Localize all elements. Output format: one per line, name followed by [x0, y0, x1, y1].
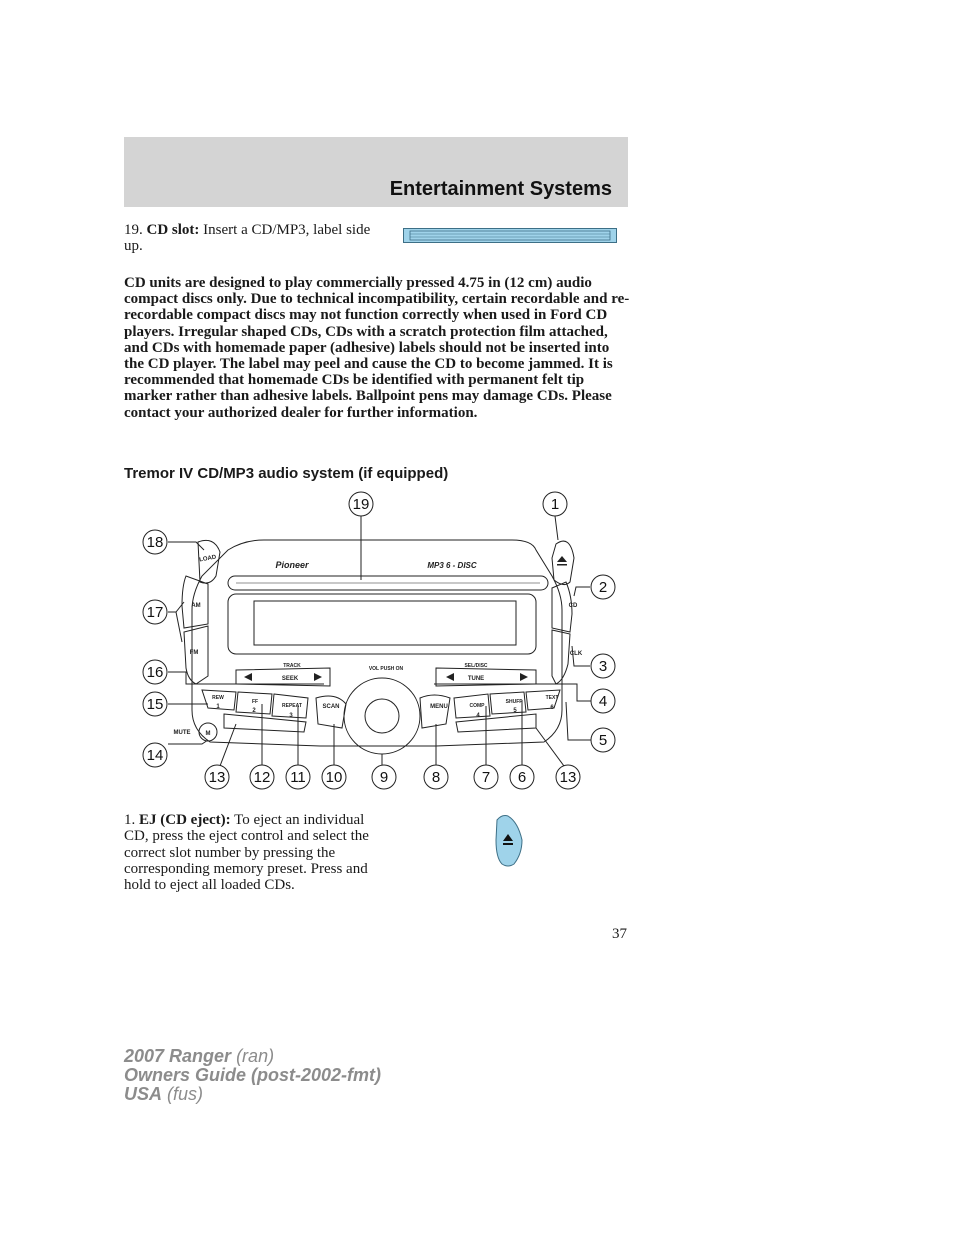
section-header-band — [124, 137, 628, 207]
brand-logo: Pioneer — [275, 560, 309, 570]
footer-line-1: 2007 Ranger (ran) — [124, 1046, 275, 1066]
callout-10: 10 — [325, 769, 343, 786]
ff-label: FF — [251, 699, 259, 705]
seek-label: SEEK — [281, 676, 299, 682]
am-button — [182, 576, 208, 628]
eject-icon — [557, 556, 567, 562]
item-text: Insert a CD/MP3, label side up. — [124, 222, 371, 255]
callout-4: 4 — [598, 693, 608, 710]
item-number: 1. — [124, 812, 136, 828]
callout-19: 19 — [352, 496, 370, 513]
track-label: TRACK — [283, 663, 301, 669]
callout-9: 9 — [379, 769, 389, 786]
lower-strip-left — [224, 714, 306, 732]
mute-label: MUTE — [173, 730, 191, 736]
footer-line-2: Owners Guide (post-2002-fmt) — [124, 1065, 382, 1085]
item-label: EJ (CD eject): — [139, 812, 231, 828]
document-footer — [124, 1047, 381, 1104]
tune-right-icon — [520, 673, 528, 681]
seek-right-icon — [314, 673, 322, 681]
vol-label: VOL PUSH ON — [368, 666, 404, 672]
cd-warning-text: CD units are designed to play commercially pressed 4.75 in (12 cm) audio compact discs only. Due to technical incompatibility, certain recordable and re-recordable compact discs may not function correctly when used in Ford CD players. Irregular shaped CDs, CDs with a scratch protection film attached, and CDs with homemade paper (adhesive) labels should not be inserted into the CD player. The label may peel and cause the CD to become jammed. It is recommended that homemade CDs be identified with permanent felt tip marker rather than adhesive labels. Ballpoint pens may damage CDs. Please contact your authorized dealer for further information. — [124, 275, 630, 421]
callout-1: 1 — [550, 496, 560, 513]
rew-label: REW — [212, 695, 224, 701]
eject-button — [552, 541, 574, 585]
fm-label: FM — [189, 650, 199, 656]
audio-system-diagram — [124, 484, 628, 796]
volume-knob — [365, 699, 399, 733]
callout-2: 2 — [598, 579, 608, 596]
cd-slot-description — [124, 222, 386, 255]
preset-3-label: 3 — [289, 713, 293, 719]
callout-7: 7 — [481, 769, 491, 786]
audio-system-subheading: Tremor IV CD/MP3 audio system (if equipped) — [124, 465, 449, 482]
menu-label: MENU — [430, 704, 448, 710]
callout-13-left: 13 — [208, 769, 226, 786]
radio-faceplate — [189, 540, 562, 746]
menu-button — [420, 695, 450, 728]
preset-6-label: 6 — [550, 705, 554, 711]
volume-knob-ring — [344, 678, 420, 754]
preset-1-label: 1 — [216, 704, 220, 710]
callout-11: 11 — [290, 769, 306, 786]
display-screen — [254, 601, 516, 645]
eject-button-illustration — [494, 814, 524, 868]
load-label: LOAD — [198, 554, 217, 564]
section-title: Entertainment Systems — [389, 178, 612, 200]
seldisc-label: SEL/DISC — [464, 663, 488, 669]
preset-4-label: 4 — [476, 713, 480, 719]
callout-6: 6 — [517, 769, 527, 786]
repeat-label: REPEAT — [282, 703, 302, 709]
preset-2-label: 2 — [252, 708, 256, 714]
callout-12: 12 — [253, 769, 271, 786]
preset-5-label: 5 — [513, 708, 517, 714]
item-label: CD slot: — [146, 222, 200, 238]
m-label: M — [205, 731, 211, 737]
model-label: MP3 6 - DISC — [427, 561, 477, 570]
item-text: To eject an individual CD, press the eject control and select the correct slot number by pressing the corresponding memory preset. Press and hold to eject all loaded CDs. — [124, 812, 369, 894]
comp-label: COMP — [469, 703, 485, 709]
callout-17: 17 — [146, 604, 164, 621]
page-number: 37 — [612, 926, 627, 942]
callout-15: 15 — [146, 696, 164, 713]
callout-8: 8 — [431, 769, 441, 786]
cd-label: CD — [568, 603, 578, 609]
callout-18: 18 — [146, 534, 164, 551]
lower-strip-right — [456, 714, 536, 732]
footer-line-3: USA (fus) — [124, 1084, 204, 1104]
callout-16: 16 — [146, 664, 164, 681]
am-label: AM — [191, 603, 201, 609]
seek-left-icon — [244, 673, 252, 681]
text-label: TEXT — [545, 695, 559, 701]
clk-button — [552, 630, 570, 684]
callout-13-right: 13 — [559, 769, 577, 786]
eject-description — [124, 812, 386, 893]
tune-left-icon — [446, 673, 454, 681]
callout-5: 5 — [598, 732, 608, 749]
item-number: 19. — [124, 222, 143, 238]
clk-label: CLK — [569, 651, 583, 657]
callout-3: 3 — [598, 658, 608, 675]
scan-button — [316, 696, 346, 728]
cd-slot-illustration — [403, 228, 617, 243]
tune-label: TUNE — [467, 676, 485, 682]
shuff-label: SHUFF — [505, 699, 523, 705]
scan-label: SCAN — [322, 704, 340, 710]
callout-14: 14 — [146, 747, 164, 764]
